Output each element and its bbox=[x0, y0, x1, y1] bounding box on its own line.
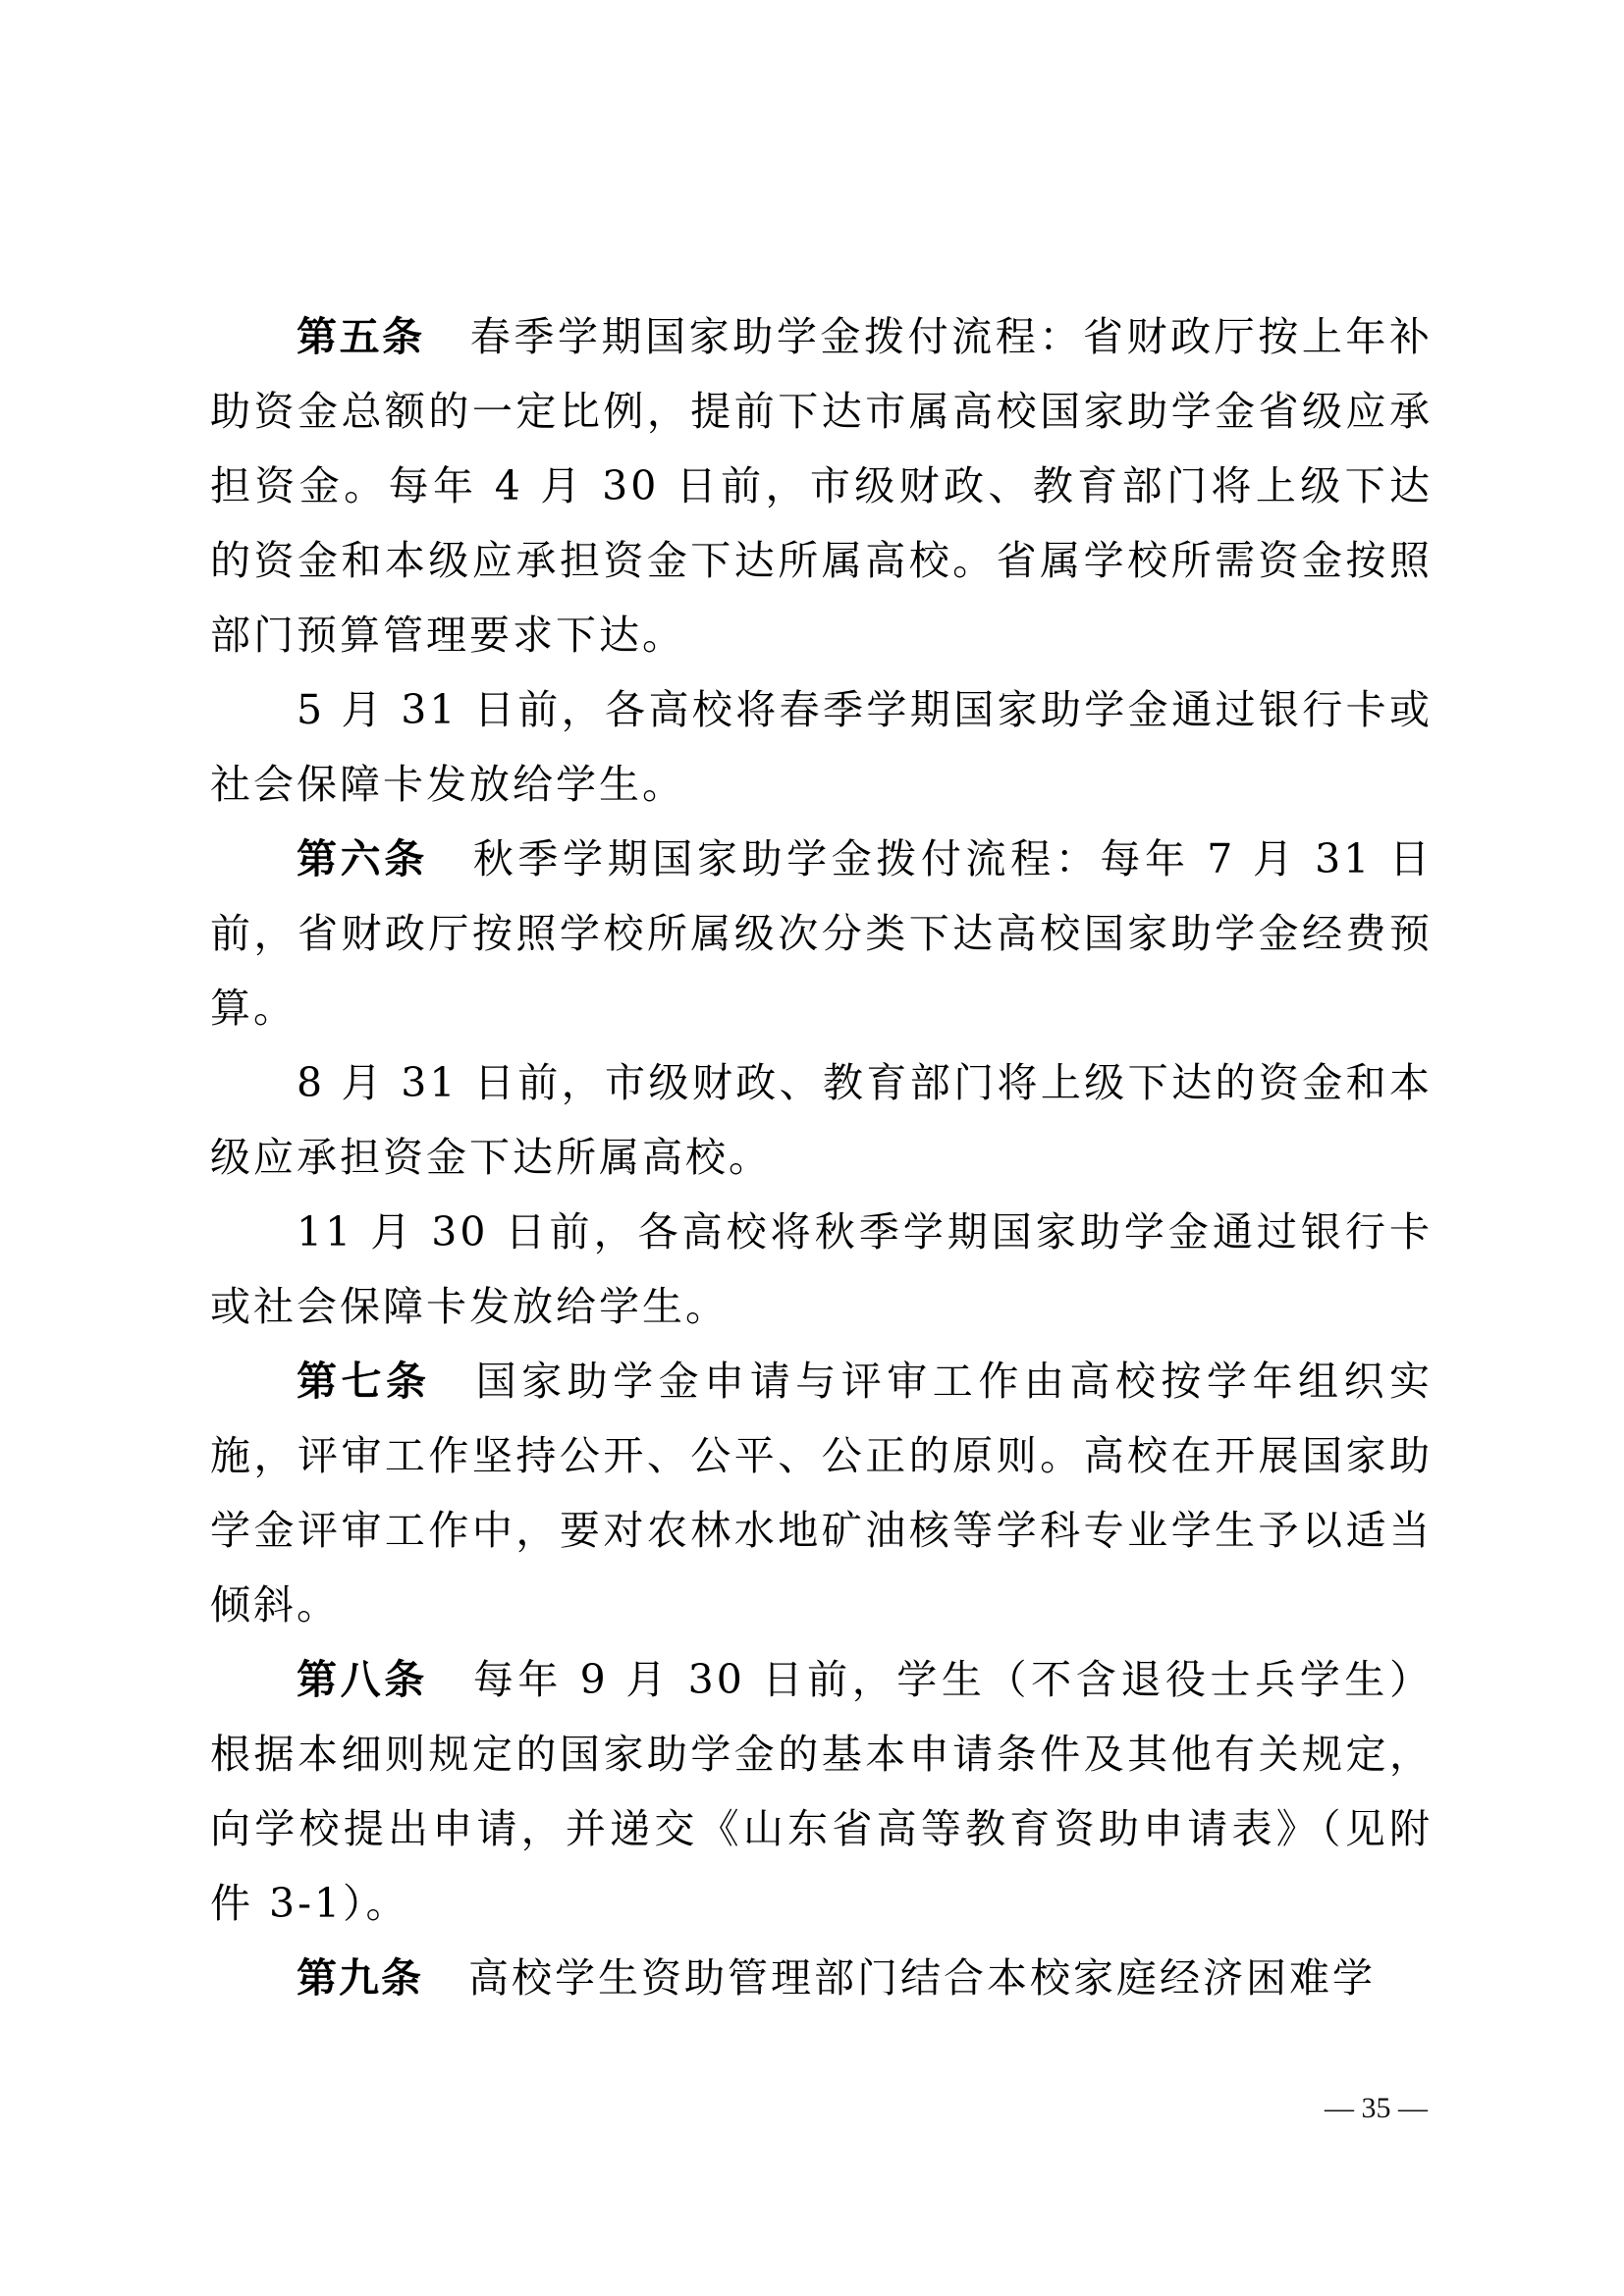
paragraph-text: 春季学期国家助学金拨付流程：省财政厅按上年补助资金总额的一定比例，提前下达市属高校国家助学金省级应承担资金。每年 4 月 30 日前，市级财政、教育部门将上级下达的资金和本级应承担资金下达所属高校。省属学校所需资金按照部门预算管理要求下达。 bbox=[210, 313, 1433, 659]
article-heading: 第八条 bbox=[297, 1656, 428, 1703]
paragraph-article-8 bbox=[210, 1642, 1433, 1941]
paragraph-article-6 bbox=[210, 822, 1433, 1045]
paragraph-article-7 bbox=[210, 1344, 1433, 1642]
article-heading: 第六条 bbox=[297, 835, 428, 882]
article-heading: 第七条 bbox=[297, 1358, 431, 1405]
paragraph-text: 8 月 31 日前，市级财政、教育部门将上级下达的资金和本级应承担资金下达所属高校。 bbox=[210, 1059, 1433, 1181]
paragraph-text: 高校学生资助管理部门结合本校家庭经济困难学 bbox=[468, 1954, 1376, 2002]
article-heading: 第九条 bbox=[297, 1954, 423, 2002]
paragraph-text: 国家助学金申请与评审工作由高校按学年组织实施，评审工作坚持公开、公平、公正的原则。高校在开展国家助学金评审工作中，要对农林水地矿油核等学科专业学生予以适当倾斜。 bbox=[210, 1358, 1434, 1629]
article-heading: 第五条 bbox=[297, 313, 425, 360]
paragraph-text: 每年 9 月 30 日前，学生（不含退役士兵学生）根据本细则规定的国家助学金的基本申请条件及其他有关规定，向学校提出申请，并递交《山东省高等教育资助申请表》（见附件 3-1）。 bbox=[210, 1656, 1433, 1927]
paragraph-text: 5 月 31 日前，各高校将春季学期国家助学金通过银行卡或社会保障卡发放给学生。 bbox=[210, 686, 1433, 808]
paragraph-autumn-disbursement bbox=[210, 1195, 1433, 1344]
paragraph-text: 11 月 30 日前，各高校将秋季学期国家助学金通过银行卡或社会保障卡发放给学生。 bbox=[210, 1208, 1433, 1330]
paragraph-spring-disbursement bbox=[210, 672, 1433, 822]
paragraph-text: 秋季学期国家助学金拨付流程：每年 7 月 31 日前，省财政厅按照学校所属级次分类下达高校国家助学金经费预算。 bbox=[210, 835, 1433, 1032]
paragraph-article-5 bbox=[210, 299, 1433, 672]
body-text bbox=[210, 299, 1433, 2015]
paragraph-august-allocation bbox=[210, 1045, 1433, 1195]
page-number: — 35 — bbox=[1325, 2092, 1428, 2124]
paragraph-article-9 bbox=[210, 1941, 1433, 2015]
